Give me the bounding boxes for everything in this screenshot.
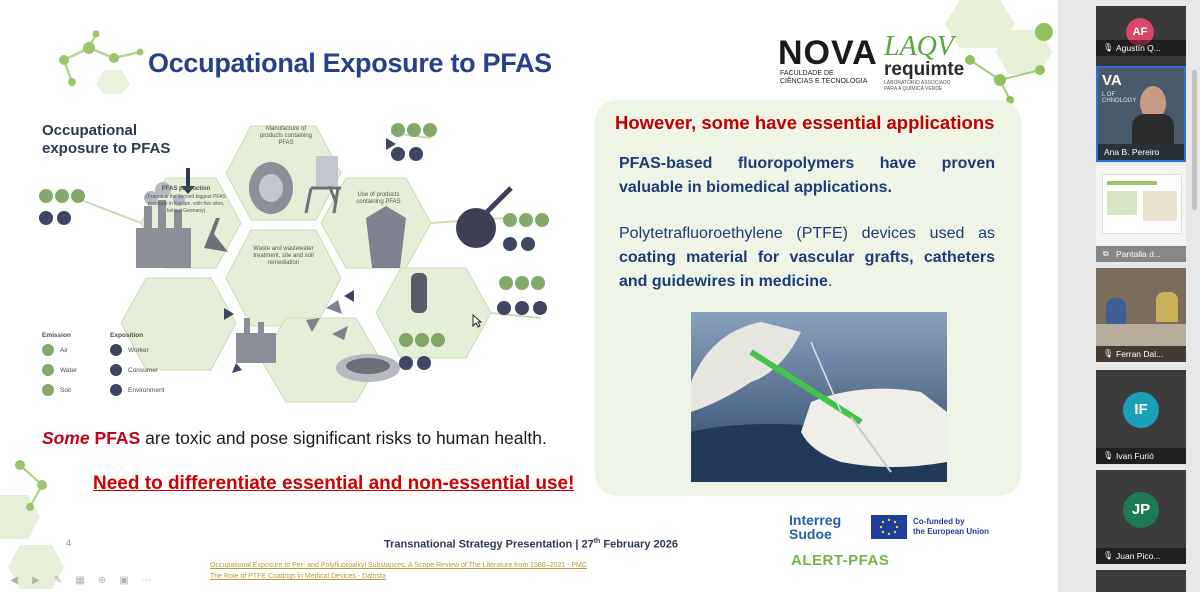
shared-screen-thumbnail bbox=[1102, 174, 1182, 234]
mic-muted-icon: 🎙 bbox=[1103, 551, 1114, 560]
legend-worker: Worker bbox=[128, 347, 149, 354]
nova-logo: NOVA FACULDADE DE CIÊNCIAS E TECNOLOGIA bbox=[778, 34, 878, 85]
legend-emission: Emission bbox=[42, 332, 71, 339]
legend-water: Water bbox=[60, 367, 78, 374]
next-slide-icon[interactable]: ▶ bbox=[32, 575, 40, 586]
panel-paragraph-2: Polytetrafluoroethylene (PTFE) devices used as coating material for vascular grafts, catheters and guidewires in medicine. bbox=[619, 225, 995, 290]
participant-name: 🎙 Juan Pico... bbox=[1096, 548, 1186, 564]
slide-controls bbox=[6, 574, 154, 588]
screen-share-icon: ⧉ bbox=[1103, 249, 1109, 258]
laqv-requimte-logo: LAQV requimte LABORATÓRIO ASSOCIADO PARA A QUÍMICA VERDE bbox=[884, 31, 965, 92]
label-production: PFAS production bbox=[161, 186, 211, 192]
participant-tile[interactable] bbox=[1096, 470, 1186, 564]
eu-cofunded-text: Co-funded by the European Union bbox=[913, 517, 989, 536]
need-statement: Need to differentiate essential and non-essential use! bbox=[93, 473, 575, 494]
panel-paragraph-1: PFAS-based fluoropolymers have proven valuable in biomedical applications. bbox=[619, 155, 995, 196]
participant-name: 🎙 Ferran Dal... bbox=[1096, 346, 1186, 362]
zoom-icon[interactable]: ⊕ bbox=[97, 575, 107, 586]
legend-exposition: Exposition bbox=[110, 332, 144, 339]
previous-slide-icon[interactable]: ◀ bbox=[10, 575, 18, 586]
surgery-image-icon bbox=[691, 312, 947, 482]
mic-muted-icon: 🎙 bbox=[1103, 349, 1114, 358]
participant-tile[interactable] bbox=[1096, 570, 1186, 592]
interreg-logo: Interreg Sudoe bbox=[789, 512, 842, 542]
participant-tile[interactable] bbox=[1096, 166, 1186, 262]
hexagon-bottom-decoration-icon bbox=[0, 455, 80, 592]
legend-consumer: Consumer bbox=[128, 367, 158, 374]
label-use: Use of products containing PFAS bbox=[356, 192, 401, 205]
avatar: IF bbox=[1123, 392, 1159, 428]
alert-pfas-logo: ALERT-PFAS bbox=[791, 552, 890, 569]
molecule-decoration-icon bbox=[44, 30, 154, 94]
participant-tile[interactable] bbox=[1096, 268, 1186, 362]
risk-statement: Some PFAS are toxic and pose significant risks to human health. bbox=[42, 428, 547, 448]
scrollbar-thumb[interactable] bbox=[1192, 70, 1197, 210]
label-production-note: (France is the second biggest PFAS producer in Europe, with five sites, behind Germany) bbox=[146, 194, 226, 214]
participant-tile[interactable]: VA L OF CHNOLOGY Ana B. Pereiro bbox=[1096, 66, 1186, 162]
infographic-title: Occupational exposure to PFAS bbox=[42, 122, 171, 157]
reference-link-2[interactable]: The Role of PTFE Coatings in Medical Devices - Dalnsta bbox=[210, 573, 386, 580]
more-options-icon[interactable]: ⋯ bbox=[141, 575, 151, 586]
legend-air: Air bbox=[60, 347, 68, 354]
medical-catheter-photo bbox=[691, 312, 947, 482]
reference-link-1[interactable]: Occupational Exposure to Per- and Polyfluoroalkyl Substances: A Scope Review of The Literature from 1980–2021 - PMC bbox=[210, 562, 587, 569]
mouse-cursor-icon bbox=[472, 314, 482, 328]
legend-environment: Environment bbox=[128, 387, 165, 394]
slide-page-number: 4 bbox=[66, 538, 72, 548]
mic-muted-icon: 🎙 bbox=[1103, 43, 1114, 52]
label-manufacture: Manufacture of products containing PFAS bbox=[259, 126, 313, 146]
pfas-exposure-infographic bbox=[36, 108, 564, 408]
panel-heading: However, some have essential applications bbox=[615, 112, 995, 133]
avatar: JP bbox=[1123, 492, 1159, 528]
legend-soil: Soil bbox=[60, 387, 71, 394]
video-icon[interactable]: ▣ bbox=[119, 575, 129, 586]
participant-name: ⧉ Pantalla d... bbox=[1096, 246, 1186, 262]
footer-presentation: Transnational Strategy Presentation | 27th February 2026 bbox=[384, 538, 678, 551]
participants-panel bbox=[1058, 0, 1200, 592]
participant-tile[interactable] bbox=[1096, 370, 1186, 464]
pen-icon[interactable]: ✎ bbox=[53, 575, 63, 586]
label-waste: Waste and wastewater treatment, site and soil remediation bbox=[253, 246, 314, 266]
participant-name: 🎙 Ivan Furió bbox=[1096, 448, 1186, 464]
eu-flag-icon bbox=[871, 515, 907, 539]
avatar: AF bbox=[1126, 18, 1154, 46]
participant-name: Ana B. Pereiro bbox=[1098, 144, 1184, 160]
participant-body bbox=[1132, 114, 1174, 144]
mic-muted-icon: 🎙 bbox=[1103, 451, 1114, 460]
participants-scrollbar[interactable] bbox=[1190, 0, 1200, 592]
slide-title: Occupational Exposure to PFAS bbox=[148, 48, 552, 78]
participant-name: 🎙 Agustín Q... bbox=[1096, 40, 1186, 56]
grid-icon[interactable]: ▦ bbox=[75, 575, 85, 586]
essential-applications-panel bbox=[595, 100, 1021, 496]
